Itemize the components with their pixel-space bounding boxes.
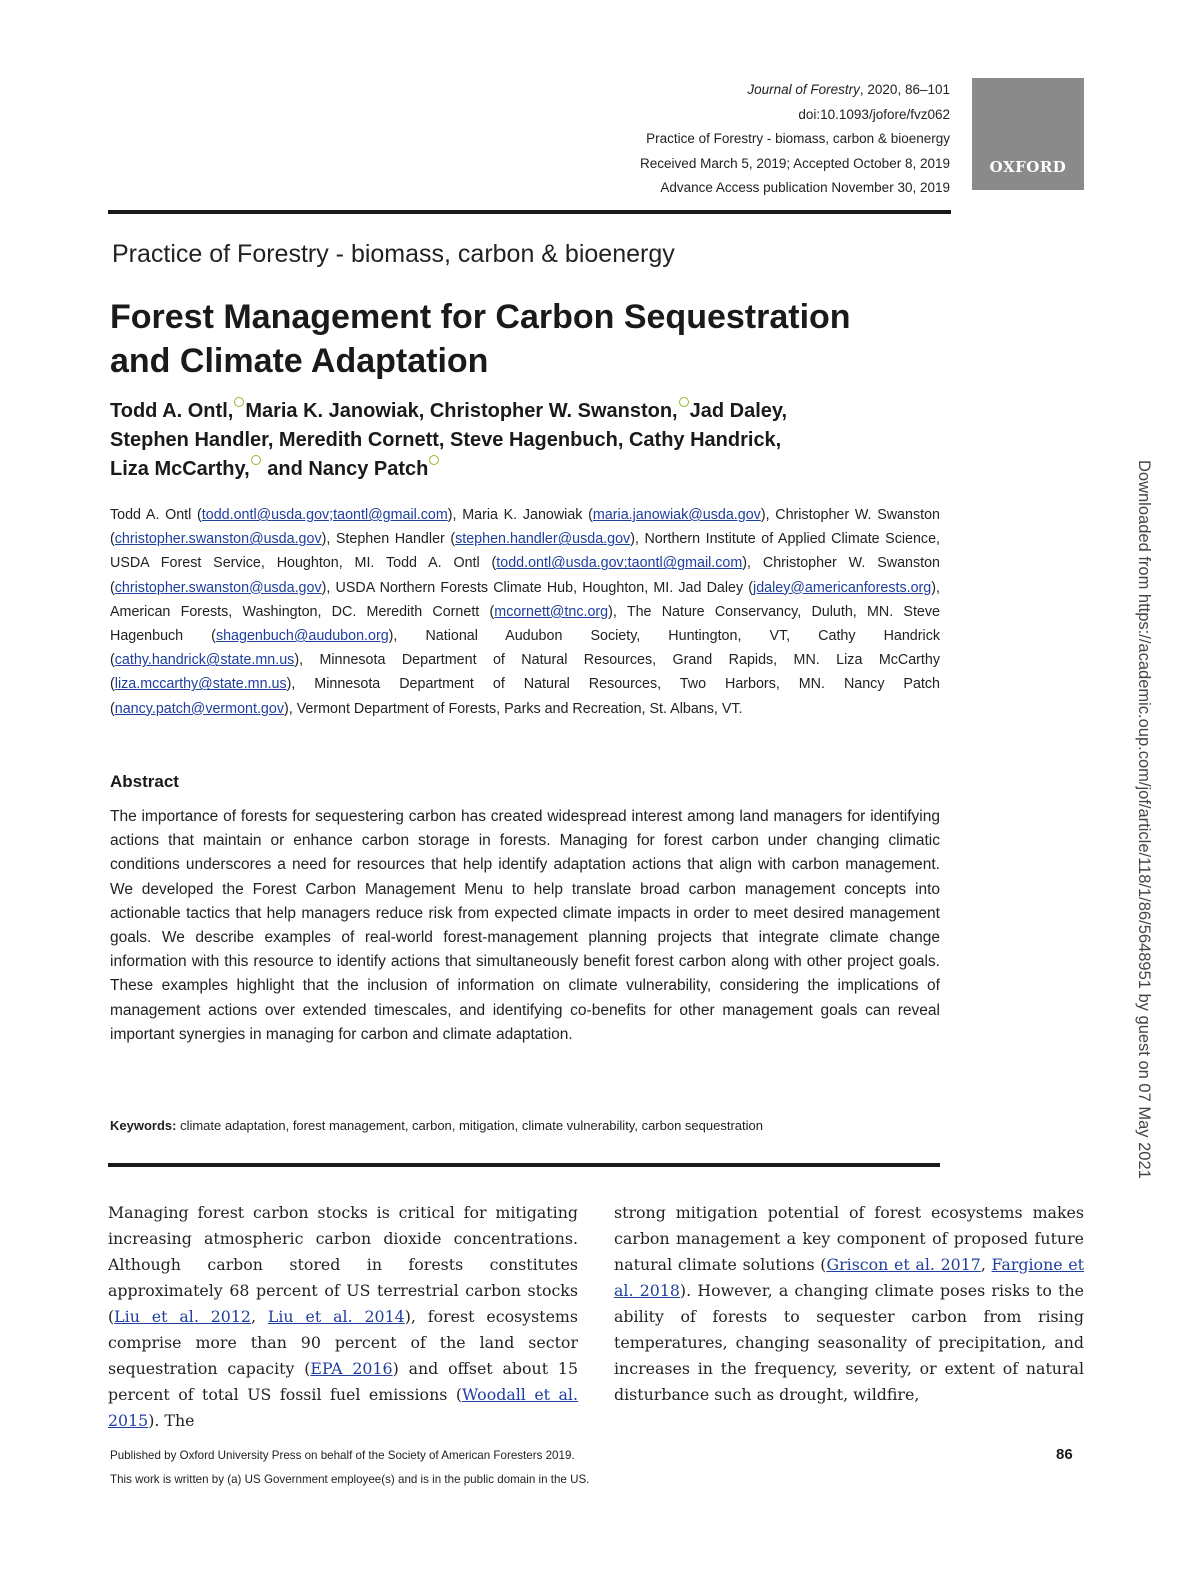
body-column-left: Managing forest carbon stocks is critical for mitigating increasing atmospheric carbon dioxide concentrations. Although carbon stored in forests constitutes approximately 68 percent of US terrestrial carbon stocks (Liu et al. 2012, Liu et al. 2014), forest ecosystems comprise more than 90 percent of the land sector sequestration capacity (EPA 2016) and offset about 15 percent of total US fossil fuel emissions (Woodall et al. 2015). The — [108, 1203, 578, 1430]
email-link[interactable]: mcornett@tnc.org — [494, 603, 609, 620]
doi: doi:10.1093/jofore/fvz062 — [798, 106, 950, 122]
header-section: Practice of Forestry - biomass, carbon & bioenergy — [646, 131, 950, 146]
email-link[interactable]: liza.mccarthy@state.mn.us — [114, 676, 287, 693]
oxford-logo: OXFORD — [972, 78, 1084, 190]
keywords-label: Keywords: — [110, 1118, 177, 1133]
section-divider — [108, 1163, 940, 1167]
publisher-note: Published by Oxford University Press on behalf of the Society of American Foresters 2019. — [110, 1449, 575, 1462]
article-title: Forest Management for Carbon Sequestration and Climate Adaptation — [110, 298, 851, 380]
citation-link[interactable]: Fargione et al. 2018 — [614, 1255, 1084, 1300]
author-affiliations: Todd A. Ontl (todd.ontl@usda.gov;taontl@gmail.com), Maria K. Janowiak (maria.janowiak@usda.gov), Christopher W. Swanston (christopher.swanston@usda.gov), Stephen Handler (stephen.handler@usda.gov), Northern Institute of Applied Climate Science, USDA Forest Service, Houghton, MI. Todd A. Ontl (todd.ontl@usda.gov;taontl@gmail.com), Christopher W. Swanston (christopher.swanston@usda.gov), USDA Northern Forests Climate Hub, Houghton, MI. Jad Daley (jdaley@americanforests.org), American Forests, Washington, DC. Meredith Cornett (mcornett@tnc.org), The Nature Conservancy, Duluth, MN. Steve Hagenbuch (shagenbuch@audubon.org), National Audubon Society, Huntington, VT, Cathy Handrick (cathy.handrick@state.mn.us), Minnesota Department of Natural Resources, Grand Rapids, MN. Liza McCarthy (liza.mccarthy@state.mn.us), Minnesota Department of Natural Resources, Two Harbors, MN. Nancy Patch (nancy.patch@vermont.gov), Vermont Department of Forests, Parks and Recreation, St. Albans, VT. — [110, 507, 940, 717]
email-link[interactable]: todd.ontl@usda.gov;taontl@gmail.com — [496, 555, 743, 572]
top-divider — [108, 210, 951, 214]
email-link[interactable]: christopher.swanston@usda.gov — [114, 531, 322, 548]
journal-header-meta — [640, 78, 950, 201]
orcid-icon[interactable] — [234, 397, 244, 407]
abstract-heading: Abstract — [110, 772, 179, 791]
email-link[interactable]: shagenbuch@audubon.org — [215, 628, 389, 645]
page-number: 86 — [1056, 1446, 1073, 1463]
keywords-list: climate adaptation, forest management, carbon, mitigation, climate vulnerability, carbon sequestration — [176, 1118, 763, 1133]
email-link[interactable]: christopher.swanston@usda.gov — [114, 579, 322, 596]
copyright-note: This work is written by (a) US Government employee(s) and is in the public domain in the US. — [110, 1473, 590, 1486]
download-watermark: Downloaded from https://academic.oup.com/jof/article/118/1/86/5648951 by guest on 07 May 2021 — [1135, 460, 1153, 1179]
orcid-icon[interactable] — [251, 455, 261, 465]
citation-link[interactable]: Griscon et al. 2017 — [826, 1255, 981, 1274]
publication-date: Advance Access publication November 30, 2019 — [660, 180, 950, 195]
received-date: Received March 5, 2019; Accepted October 8, 2019 — [640, 155, 950, 171]
section-heading: Practice of Forestry - biomass, carbon & bioenergy — [112, 240, 675, 268]
citation-link[interactable]: Liu et al. 2012 — [114, 1307, 251, 1326]
citation-link[interactable]: Woodall et al. 2015 — [108, 1385, 578, 1430]
email-link[interactable]: todd.ontl@usda.gov;taontl@gmail.com — [201, 507, 448, 523]
email-link[interactable]: nancy.patch@vermont.gov — [114, 700, 284, 717]
orcid-icon[interactable] — [429, 455, 439, 465]
keywords — [110, 1118, 940, 1133]
citation-link[interactable]: EPA 2016 — [310, 1359, 393, 1378]
email-link[interactable]: stephen.handler@usda.gov — [455, 531, 631, 548]
orcid-icon[interactable] — [679, 397, 689, 407]
body-column-right: strong mitigation potential of forest ecosystems makes carbon management a key component of proposed future natural climate solutions (Griscon et al. 2017, Fargione et al. 2018). However, a changing climate poses risks to the ability of forests to sequester carbon from rising temperatures, changing seasonality of precipitation, and increases in the frequency, severity, or extent of natural disturbance such as drought, wildfire, — [614, 1203, 1084, 1404]
citation-link[interactable]: Liu et al. 2014 — [267, 1307, 405, 1326]
journal-citation: Journal of Forestry, 2020, 86–101 — [747, 82, 950, 97]
email-link[interactable]: jdaley@americanforests.org — [753, 579, 932, 596]
abstract-text: The importance of forests for sequestering carbon has created widespread interest among land managers for identifying actions that maintain or enhance carbon storage in forests. Managing for forest carbon under changing climatic conditions underscores a need for resources that help identify adaptation actions that align with carbon management. We developed the Forest Carbon Management Menu to help translate broad carbon management concepts into actionable tactics that help managers reduce risk from expected climate impacts in order to meet desired management goals. We describe examples of real-world forest-management planning projects that integrate climate change information with this resource to identify actions that simultaneously benefit forest carbon along with other project goals. These examples highlight that the inclusion of information on climate vulnerability, considering the implications of management actions over extended timescales, and identifying co-benefits for other management goals can reveal important synergies in managing for carbon and climate adaptation. — [110, 808, 940, 1043]
email-link[interactable]: maria.janowiak@usda.gov — [592, 507, 761, 523]
author-list: Todd A. Ontl, Maria K. Janowiak, Christopher W. Swanston, Jad Daley, Stephen Handler, Meredith Cornett, Steve Hagenbuch, Cathy Handrick, Liza McCarthy, and Nancy Patch — [110, 397, 950, 484]
email-link[interactable]: cathy.handrick@state.mn.us — [114, 652, 295, 669]
